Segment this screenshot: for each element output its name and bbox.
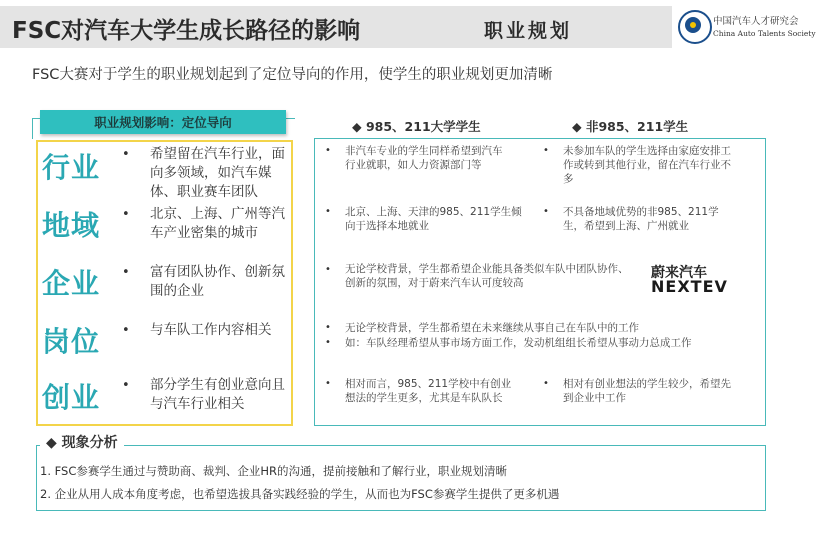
- column-header-non985: ◆ 非985、211学生: [572, 119, 689, 134]
- row-label-industry: 行业: [42, 151, 101, 184]
- bullet: •: [122, 147, 130, 162]
- row-left-text: 富有团队协作、创新氛围的企业: [150, 264, 285, 299]
- row-label-enterprise: 企业: [42, 267, 101, 300]
- bullet: •: [325, 337, 331, 348]
- page-title: FSC对汽车大学生成长路径的影响: [12, 18, 361, 44]
- section-title: 职业规划: [484, 20, 573, 42]
- row-label-startup: 创业: [42, 381, 101, 414]
- row-left-text: 北京、上海、广州等汽车产业密集的城市: [150, 206, 285, 241]
- bullet: •: [325, 378, 331, 389]
- row-col1-text: 相对而言，985、211学校中有创业想法的学生更多，尤其是车队队长: [345, 378, 512, 404]
- bullet: •: [543, 206, 549, 217]
- row-merged-text: 无论学校背景，学生都希望企业能具备类似车队中团队协作、创新的氛围，对于蔚来汽车认可度较高: [345, 263, 629, 289]
- bullet: •: [122, 323, 130, 338]
- bullet: •: [325, 322, 331, 333]
- row-left-text: 部分学生有创业意向且与汽车行业相关: [150, 377, 285, 412]
- bullet: •: [325, 264, 331, 275]
- logo-name-cn: 中国汽车人才研究会: [713, 16, 799, 27]
- badge-career-impact: 职业规划影响：定位导向: [40, 110, 286, 134]
- analysis-item: 1. FSC参赛学生通过与赞助商、裁判、企业HR的沟通，提前接触和了解行业，职业规划清晰: [40, 464, 508, 478]
- row-label-position: 岗位: [42, 325, 101, 358]
- row-col2-text: 不具备地域优势的非985、211学生，希望到上海、广州就业: [563, 206, 719, 232]
- row-merged-line: 无论学校背景，学生都希望在未来继续从事自己在车队中的工作: [345, 322, 639, 334]
- row-left-text: 与车队工作内容相关: [150, 322, 272, 338]
- logo: [676, 8, 816, 46]
- logo-emblem-icon: [678, 10, 712, 44]
- bullet: •: [543, 145, 549, 156]
- row-merged-line: 如：车队经理希望从事市场方面工作，发动机组组长希望从事动力总成工作: [345, 337, 692, 349]
- subtitle: FSC大赛对于学生的职业规划起到了定位导向的作用，使学生的职业规划更加清晰: [32, 67, 553, 83]
- bullet: •: [122, 378, 130, 393]
- analysis-title: ◆ 现象分析: [40, 432, 124, 452]
- brand-name-cn: 蔚来汽车: [651, 265, 707, 281]
- logo-name-en: China Auto Talents Society: [713, 29, 816, 38]
- row-col2-text: 未参加车队的学生选择由家庭安排工作或转到其他行业，留在汽车行业不多: [563, 145, 731, 185]
- row-label-region: 地域: [42, 209, 101, 242]
- bullet: •: [543, 378, 549, 389]
- column-header-985: ◆ 985、211大学学生: [352, 119, 481, 134]
- bullet: •: [122, 207, 130, 222]
- bullet: •: [325, 206, 331, 217]
- bullet: •: [122, 265, 130, 280]
- analysis-item: 2. 企业从用人成本角度考虑，也希望选拔具备实践经验的学生，从而也为FSC参赛学生提供了更多机遇: [40, 487, 560, 501]
- bullet: •: [325, 145, 331, 156]
- row-col2-text: 相对有创业想法的学生较少，希望先到企业中工作: [563, 378, 731, 404]
- row-left-text: 希望留在汽车行业，面向多领域，如汽车媒体、职业赛车团队: [150, 146, 285, 200]
- row-col1-text: 非汽车专业的学生同样希望到汽车行业就职，如人力资源部门等: [345, 145, 503, 171]
- brand-logo-nextev: NEXTEV: [651, 277, 728, 296]
- row-col1-text: 北京、上海、天津的985、211学生倾向于选择本地就业: [345, 206, 522, 232]
